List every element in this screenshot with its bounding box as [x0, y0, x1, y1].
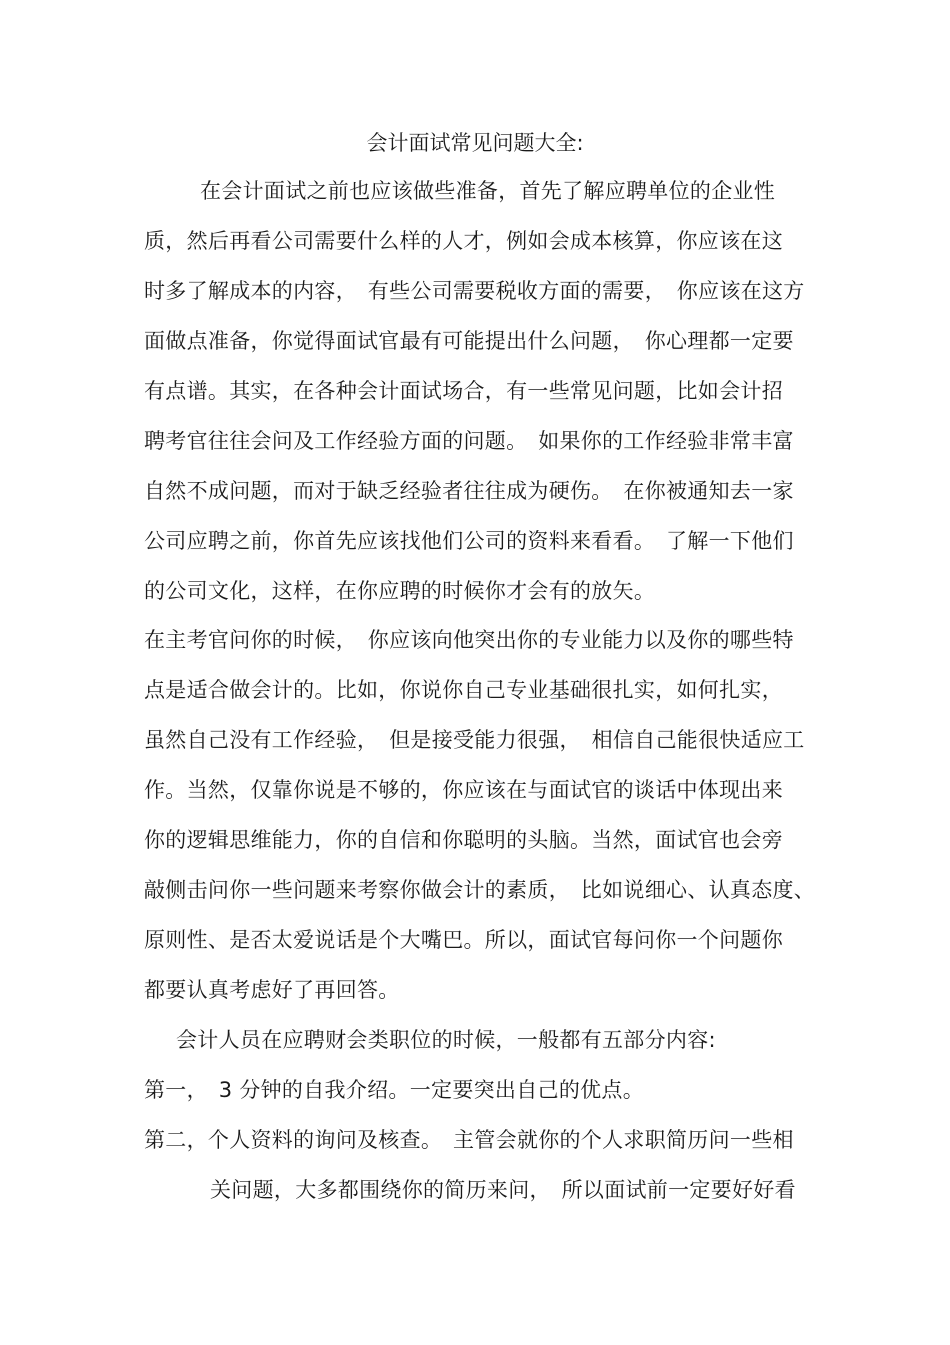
paragraph-line: 质，然后再看公司需要什么样的人才，例如会成本核算，你应该在这: [144, 229, 783, 253]
paragraph-line: 在会计面试之前也应该做些准备，首先了解应聘单位的企业性: [200, 179, 776, 203]
paragraph-line: 聘考官往往会问及工作经验方面的问题。 如果你的工作经验非常丰富: [144, 429, 794, 453]
list-item-line: 第二，个人资料的询问及核查。 主管会就你的个人求职简历问一些相: [144, 1128, 794, 1152]
paragraph-line: 有点谱。其实，在各种会计面试场合，有一些常见问题，比如会计招: [144, 379, 783, 403]
paragraph-line: 作。当然，仅靠你说是不够的，你应该在与面试官的谈话中体现出来: [144, 778, 783, 802]
paragraph-line: 面做点准备，你觉得面试官最有可能提出什么问题， 你心理都一定要: [144, 329, 794, 353]
paragraph-line: 虽然自己没有工作经验， 但是接受能力很强， 相信自己能很快适应工: [144, 728, 805, 752]
paragraph-line: 点是适合做会计的。比如，你说你自己专业基础很扎实，如何扎实，: [144, 678, 783, 702]
paragraph-line: 都要认真考虑好了再回答。: [144, 978, 400, 1002]
paragraph-line: 原则性、是否太爱说话是个大嘴巴。所以，面试官每问你一个问题你: [144, 928, 783, 952]
list-item-line: 关问题，大多都围绕你的简历来问， 所以面试前一定要好好看: [210, 1178, 796, 1202]
paragraph-line: 你的逻辑思维能力，你的自信和你聪明的头脑。当然，面试官也会旁: [144, 828, 783, 852]
document-title: 会计面试常见问题大全:: [366, 131, 584, 155]
paragraph-line: 在主考官问你的时候， 你应该向他突出你的专业能力以及你的哪些特: [144, 628, 794, 652]
list-item-line: 第一， 3 分钟的自我介绍。一定要突出自己的优点。: [144, 1078, 645, 1102]
paragraph-line: 自然不成问题，而对于缺乏经验者往往成为硬伤。 在你被通知去一家: [144, 479, 794, 503]
paragraph-line: 会计人员在应聘财会类职位的时候，一般都有五部分内容:: [176, 1028, 716, 1052]
paragraph-line: 公司应聘之前，你首先应该找他们公司的资料来看看。 了解一下他们: [144, 529, 794, 553]
paragraph-line: 时多了解成本的内容， 有些公司需要税收方面的需要， 你应该在这方: [144, 279, 805, 303]
paragraph-line: 的公司文化，这样，在你应聘的时候你才会有的放矢。: [144, 579, 656, 603]
paragraph-line: 敲侧击问你一些问题来考察你做会计的素质， 比如说细心、认真态度、: [144, 878, 816, 902]
